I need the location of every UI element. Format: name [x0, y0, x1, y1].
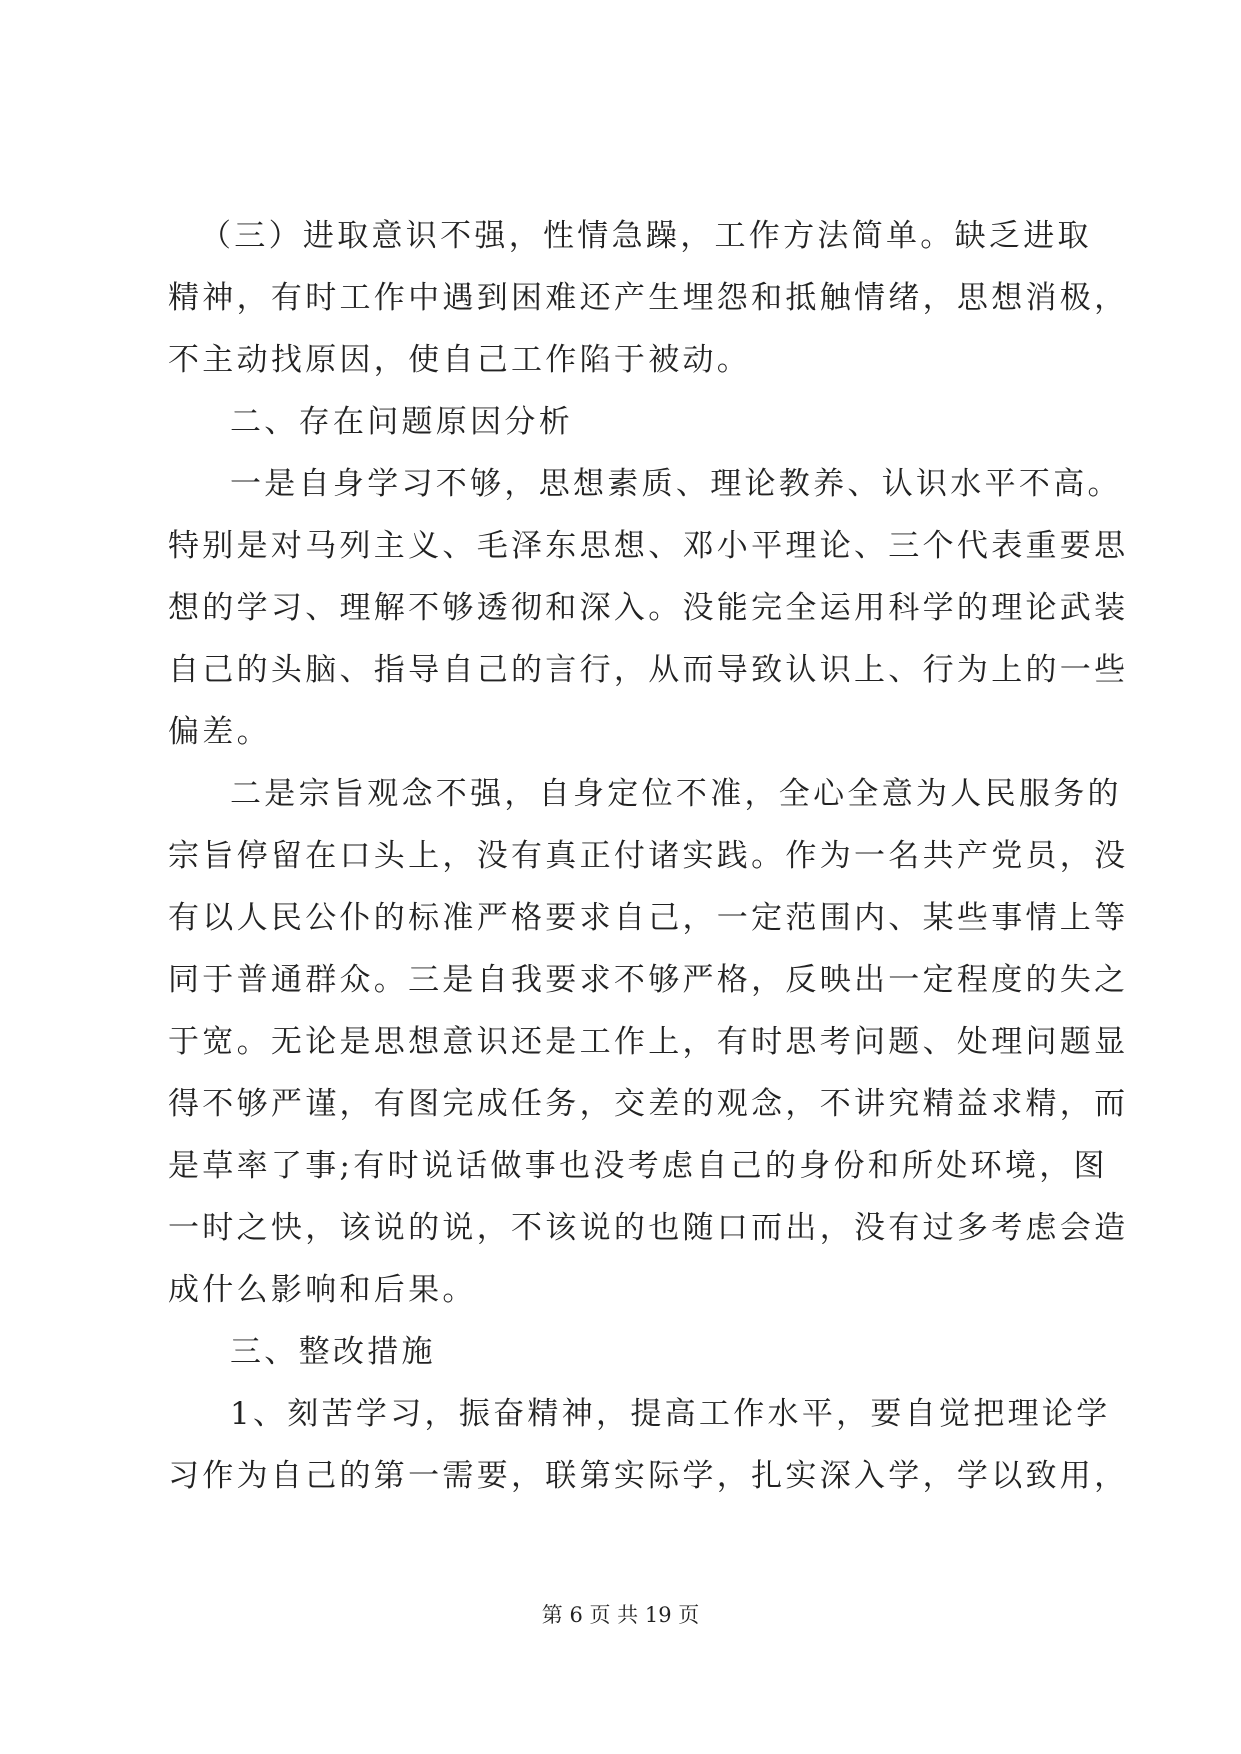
text-line: 特别是对马列主义、毛泽东思想、邓小平理论、三个代表重要思 — [168, 528, 1129, 564]
text-line: 1、刻苦学习，振奋精神，提高工作水平，要自觉把理论学 — [230, 1396, 1111, 1432]
text-line: 成什么影响和后果。 — [168, 1272, 477, 1308]
text-line: 自己的头脑、指导自己的言行，从而导致认识上、行为上的一些 — [168, 652, 1129, 688]
section-heading: 三、整改措施 — [230, 1334, 436, 1370]
page-footer: 第 6 页 共 19 页 — [541, 1603, 700, 1627]
text-line: 一是自身学习不够，思想素质、理论教养、认识水平不高。 — [230, 466, 1122, 502]
text-line: 想的学习、理解不够透彻和深入。没能完全运用科学的理论武装 — [168, 590, 1129, 626]
text-line: 精神，有时工作中遇到困难还产生埋怨和抵触情绪，思想消极， — [168, 280, 1129, 316]
text-line: 于宽。无论是思想意识还是工作上，有时思考问题、处理问题显 — [168, 1024, 1129, 1060]
text-line: 偏差。 — [168, 714, 271, 750]
text-line: 得不够严谨，有图完成任务，交差的观念，不讲究精益求精，而 — [168, 1086, 1129, 1122]
text-line: 习作为自己的第一需要，联第实际学，扎实深入学，学以致用， — [168, 1458, 1129, 1494]
text-line: 二是宗旨观念不强，自身定位不准，全心全意为人民服务的 — [230, 776, 1122, 812]
text-line: 有以人民公仆的标准严格要求自己，一定范围内、某些事情上等 — [168, 900, 1129, 936]
text-line: 宗旨停留在口头上，没有真正付诸实践。作为一名共产党员，没 — [168, 838, 1129, 874]
text-line: （三）进取意识不强，性情急躁，工作方法简单。缺乏进取 — [200, 218, 1092, 254]
text-line: 是草率了事;有时说话做事也没考虑自己的身份和所处环境，图 — [168, 1148, 1108, 1184]
text-line: 不主动找原因，使自己工作陷于被动。 — [168, 342, 752, 378]
section-heading: 二、存在问题原因分析 — [230, 404, 573, 440]
text-line: 同于普通群众。三是自我要求不够严格，反映出一定程度的失之 — [168, 962, 1129, 998]
text-line: 一时之快，该说的说，不该说的也随口而出，没有过多考虑会造 — [168, 1210, 1129, 1246]
